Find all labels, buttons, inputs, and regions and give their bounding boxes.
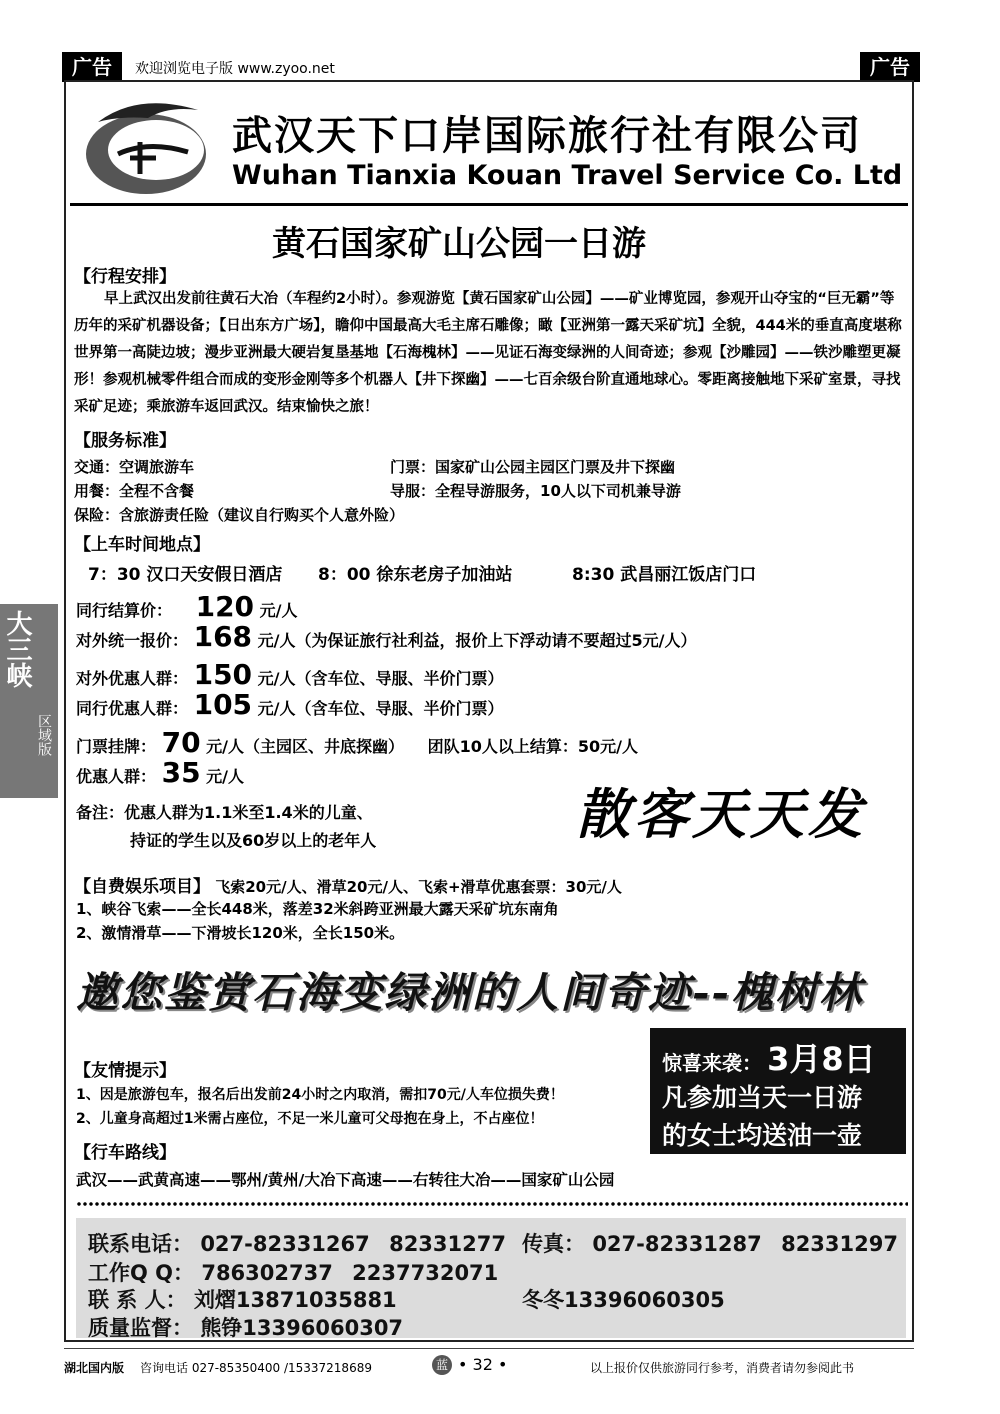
service-transport: 交通：空调旅游车 (74, 458, 195, 476)
tips-heading: 【友情提示】 (74, 1061, 176, 1081)
service-tickets: 门票：国家矿山公园主园区门票及井下探幽 (390, 458, 676, 476)
extras-item-2 (76, 922, 404, 943)
slogan: 散客天天发 (576, 783, 866, 846)
tip-2: 2、儿童身高超过1米需占座位，不足一米儿童可父母抱在身上，不占座位！ (76, 1111, 544, 1127)
welcome-text[interactable]: 欢迎浏览电子版 www.zyoo.net (135, 61, 335, 77)
footer-hotline: 咨询电话 027-85350400 /15337218689 (140, 1361, 372, 1375)
footer-badge-icon: 蓝 (432, 1355, 452, 1375)
price-trade-discount (76, 688, 503, 721)
pickup-heading: 【上车时间地点】 (74, 535, 210, 555)
price-ticket-group: 团队10人以上结算：50元/人 (427, 737, 638, 756)
price-discount-unit: 元/人 (206, 767, 244, 786)
side-tab-title: 大三峡 (2, 610, 32, 688)
extras-item-1-desc: ——全长448米，落差32米斜跨亚洲最大露天采矿坑东南角 (161, 900, 559, 918)
price-discount-value: 35 (161, 756, 201, 789)
price-public-discount-label: 对外优惠人群： (76, 669, 189, 688)
note-line-2: 持证的学生以及60岁以上的老年人 (130, 831, 377, 850)
price-ticket-label: 门票挂牌： (76, 737, 157, 756)
promo-line-2: 凡参加当天一日游 (662, 1083, 863, 1112)
qq-1: 786302737 (201, 1261, 333, 1285)
page-number-value: 32 (472, 1355, 493, 1374)
qq-2: 2237732071 (352, 1261, 499, 1285)
price-trade (76, 590, 297, 623)
fax-2: 82331297 (781, 1232, 898, 1256)
price-public-discount-value: 150 (193, 658, 253, 691)
footer-edition: 湖北国内版 (64, 1361, 125, 1375)
itinerary-heading: 【行程安排】 (74, 267, 176, 287)
ad-tag-left: 广告 (62, 52, 122, 82)
service-meals: 用餐：全程不含餐 (74, 482, 195, 500)
route-heading: 【行车路线】 (74, 1143, 176, 1163)
price-trade-discount-label: 同行优惠人群： (76, 699, 189, 718)
promo-line-3: 的女士均送油一壶 (662, 1121, 863, 1150)
price-ticket-value: 70 (161, 726, 201, 759)
note-line-1: 备注：优惠人群为1.1米至1.4米的儿童、 (76, 803, 373, 822)
footer-divider (64, 1348, 914, 1349)
page-title: 黄石国家矿山公园一日游 (272, 224, 646, 264)
phone-1[interactable]: 027-82331267 (200, 1232, 370, 1256)
service-insurance: 保险：含旅游责任险（建议自行购买个人意外险） (74, 506, 405, 524)
extras-item-1 (76, 898, 559, 919)
company-name-en: Wuhan Tianxia Kouan Travel Service Co. Ltd (232, 160, 903, 191)
person-1: 刘熠13871035881 (193, 1288, 397, 1312)
fax-1: 027-82331287 (592, 1232, 762, 1256)
price-ticket (76, 726, 638, 759)
price-public (76, 620, 696, 653)
person-2: 冬冬13396060305 (522, 1288, 725, 1312)
ad-tag-right: 广告 (860, 52, 920, 82)
service-guide: 导服：全程导游服务，10人以下司机兼导游 (390, 482, 681, 500)
price-trade-label: 同行结算价： (76, 601, 173, 620)
fax-label: 传真： (522, 1232, 585, 1256)
qq-label: 工作Q Q： (88, 1261, 195, 1285)
phone-label: 联系电话： (88, 1232, 193, 1256)
company-name-cn: 武汉天下口岸国际旅行社有限公司 (232, 113, 862, 159)
person-label: 联 系 人： (88, 1288, 187, 1312)
promo-label: 惊喜来袭： (662, 1051, 762, 1075)
banner-headline: 邀您鉴赏石海变绿洲的人间奇迹--槐树林 (76, 968, 863, 1017)
price-discount-label: 优惠人群： (76, 767, 157, 786)
price-trade-unit: 元/人 (259, 601, 298, 620)
quality-person: 熊铮13396060307 (200, 1316, 404, 1340)
pickup-point-2: 8：00 徐东老房子加油站 (318, 565, 513, 585)
extras-item-2-desc: ——下滑坡长120米，全长150米。 (161, 924, 405, 942)
side-tab[interactable] (0, 604, 58, 798)
side-tab-sub: 区域版 (36, 714, 52, 756)
star-divider (76, 1198, 908, 1210)
route-text: 武汉——武黄高速——鄂州/黄州/大冶下高速——右转往大冶——国家矿山公园 (76, 1171, 615, 1189)
company-logo-icon (78, 92, 218, 202)
price-discount (76, 756, 244, 789)
tip-1: 1、因是旅游包车，报名后出发前24小时之内取消，需扣70元/人车位损失费！ (76, 1087, 564, 1103)
quality-label: 质量监督： (88, 1316, 193, 1340)
promo-date: 3月8日 (767, 1040, 876, 1078)
price-public-unit: 元/人（为保证旅行社利益，报价上下浮动请不要超过5元/人） (257, 631, 697, 650)
price-trade-value: 120 (195, 590, 255, 623)
price-ticket-unit: 元/人（主园区、井底探幽） (206, 737, 404, 756)
contact-qq-row (88, 1257, 498, 1287)
price-public-label: 对外统一报价： (76, 631, 189, 650)
extras-item-2-name: 2、激情滑草 (76, 924, 162, 942)
price-public-discount (76, 658, 503, 691)
pickup-point-3: 8:30 武昌丽江饭店门口 (572, 565, 757, 585)
promo-box (650, 1028, 906, 1154)
price-trade-discount-value: 105 (193, 688, 253, 721)
extras-heading: 【自费娱乐项目】 (74, 877, 210, 897)
price-trade-discount-unit: 元/人（含车位、导服、半价门票） (257, 699, 504, 718)
contact-quality-row (88, 1312, 403, 1342)
contact-phone-row (88, 1228, 506, 1258)
pickup-point-1: 7：30 汉口天安假日酒店 (88, 565, 283, 585)
phone-2[interactable]: 82331277 (389, 1232, 506, 1256)
contact-fax-row (522, 1228, 898, 1258)
header-divider (70, 203, 908, 206)
price-public-discount-unit: 元/人（含车位、导服、半价门票） (257, 669, 504, 688)
extras-summary: 飞索20元/人、滑草20元/人、飞索+滑草优惠套票：30元/人 (215, 878, 622, 896)
footer-disclaimer: 以上报价仅供旅游同行参考，消费者请勿参阅此书 (590, 1361, 855, 1375)
price-public-value: 168 (193, 620, 253, 653)
contact-person-row (88, 1284, 397, 1314)
page-number: • 32 • (458, 1355, 508, 1374)
service-heading: 【服务标准】 (74, 431, 176, 451)
extras-item-1-name: 1、峡谷飞索 (76, 900, 162, 918)
itinerary-text: 早上武汉出发前往黄石大冶（车程约2小时）。参观游览【黄石国家矿山公园】——矿业博览园，参观开山夺宝的“巨无霸”等历年的采矿机器设备；【日出东方广场】，瞻仰中国最高大毛主席石雕像；瞰【亚洲第一露天采矿坑】全貌，444米的垂直高度堪称世界第一高陡边坡；漫步亚洲最大硬岩复垦基地【石海槐林】——见证石海变绿洲的人间奇迹；参观【沙雕园】——铁沙雕塑更凝形！参观机械零件组合而成的变形金刚等多个机器人【井下探幽】——七百余级台阶直通地球心。零距离接触地下采矿室景，寻找采矿足迹；乘旅游车返回武汉。结束愉快之旅！ (74, 291, 902, 415)
extras-line (74, 872, 622, 897)
